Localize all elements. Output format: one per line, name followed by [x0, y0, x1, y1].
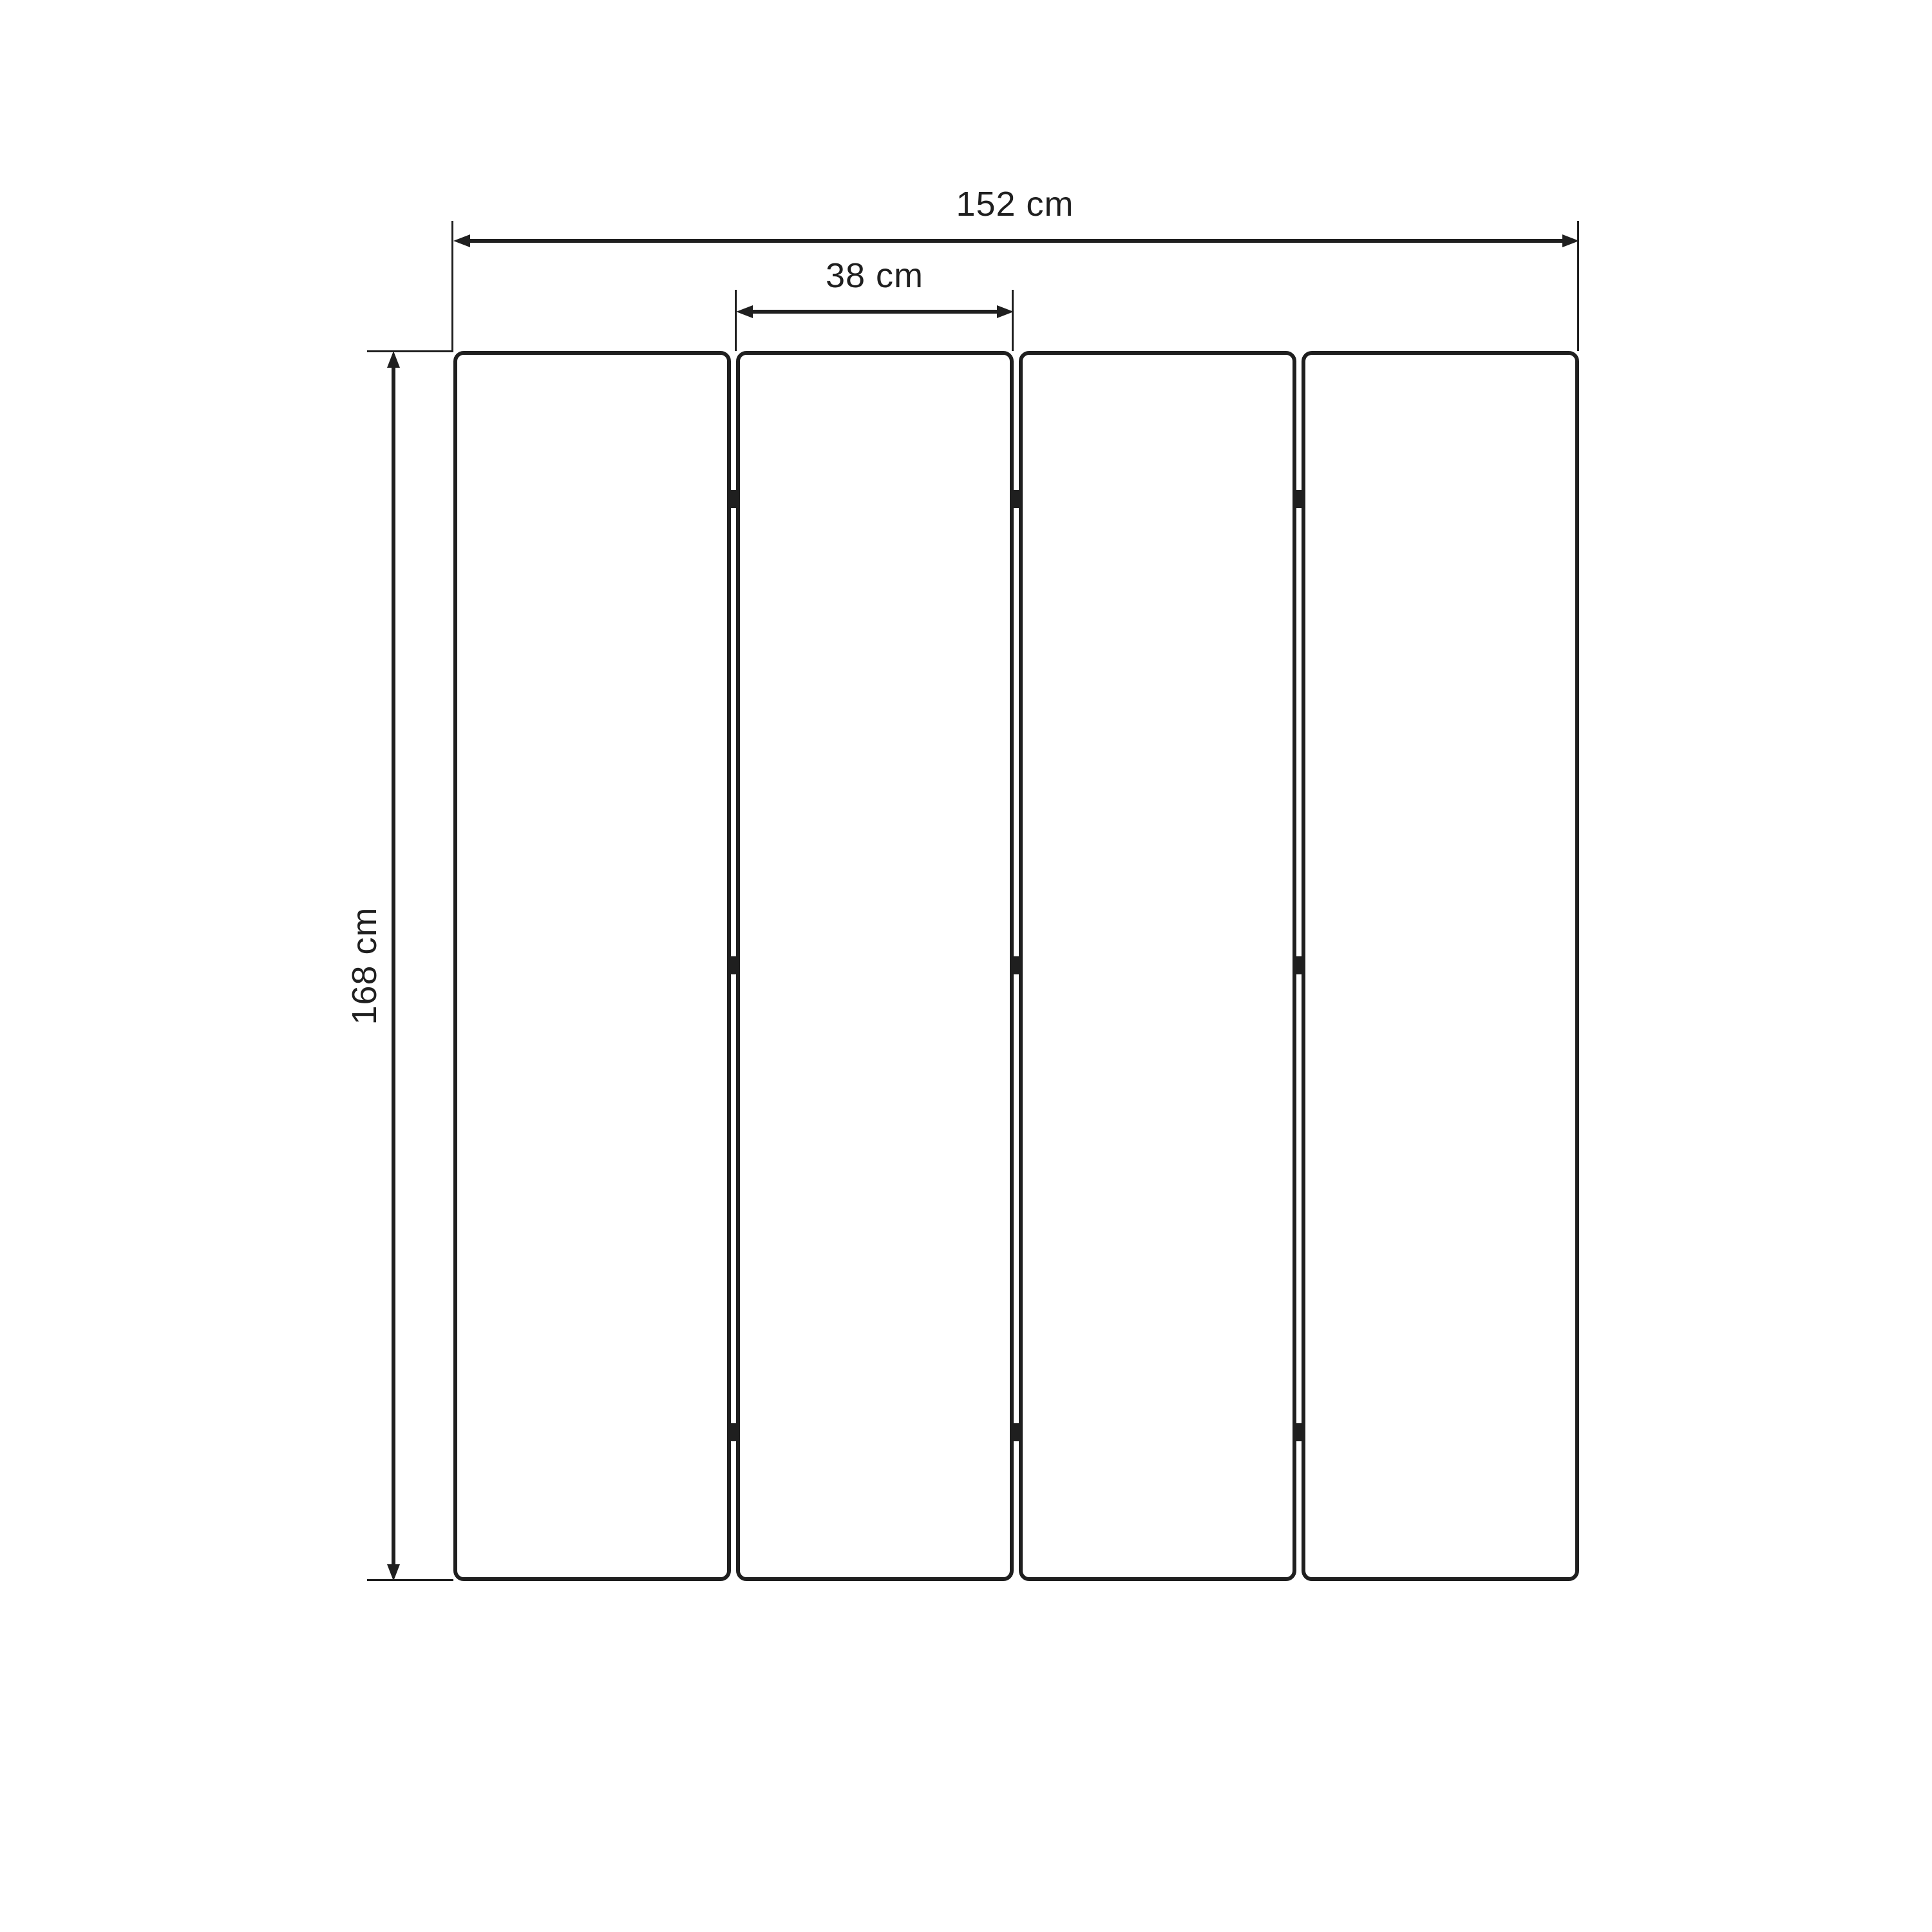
arrow-left-icon [453, 234, 470, 247]
panel-width-dimension-line [750, 310, 999, 314]
height-extension-line-top [367, 350, 453, 352]
panel-width-dimension-label: 38 cm [825, 256, 924, 295]
height-dimension-label: 168 cm [345, 907, 384, 1025]
hinge-mark [1012, 1423, 1020, 1441]
arrow-right-icon [1562, 234, 1579, 247]
hinge-mark [730, 1423, 737, 1441]
height-extension-line-bottom [367, 1579, 453, 1581]
hinge-mark [1295, 1423, 1303, 1441]
arrow-right-icon [997, 305, 1014, 318]
panel-width-extension-line-right [1012, 290, 1014, 351]
hinge-mark [1295, 490, 1303, 508]
hinge-mark [730, 956, 737, 974]
screen-panel-1 [453, 351, 731, 1581]
screen-panel-3 [1019, 351, 1296, 1581]
height-dimension-line [392, 367, 395, 1565]
arrow-down-icon [387, 1564, 400, 1581]
screen-panel-4 [1302, 351, 1579, 1581]
total-width-dimension-label: 152 cm [956, 185, 1074, 223]
hinge-mark [1012, 490, 1020, 508]
total-width-dimension-line [468, 239, 1562, 243]
arrow-up-icon [387, 351, 400, 368]
screen-panel-2 [736, 351, 1014, 1581]
arrow-left-icon [736, 305, 753, 318]
hinge-mark [1295, 956, 1303, 974]
hinge-mark [730, 490, 737, 508]
panel-width-extension-line-left [735, 290, 737, 351]
hinge-mark [1012, 956, 1020, 974]
